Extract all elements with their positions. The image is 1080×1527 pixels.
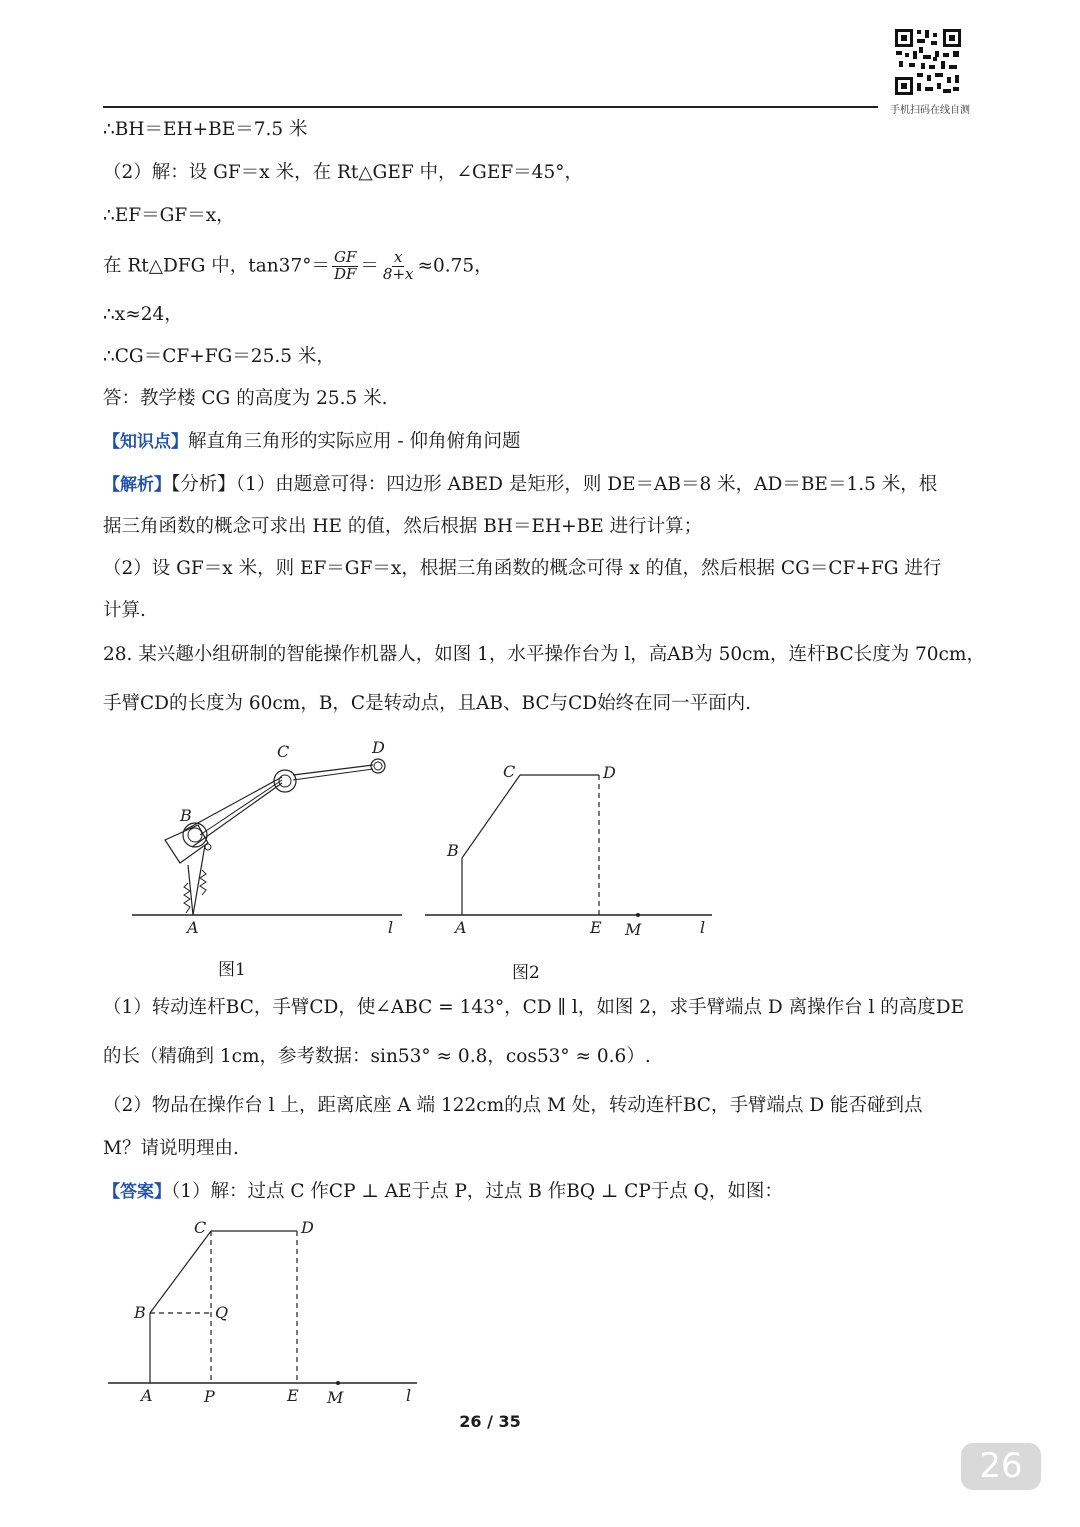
label-l: l <box>700 918 706 937</box>
text-line: （2）设 GF＝x 米，则 EF＝GF＝x，根据三角函数的概念可得 x 的值，然后根据 CG＝CF+FG 进行 <box>103 558 942 579</box>
text-line: ∴BH＝EH+BE＝7.5 米 <box>103 119 308 140</box>
text: 在 Rt△DFG 中，tan37°＝ <box>103 255 330 277</box>
text-line: （2）解：设 GF＝x 米，在 Rt△GEF 中，∠GEF＝45°， <box>103 162 583 183</box>
text-line: ∴EF＝GF＝x， <box>103 205 235 226</box>
analysis-tag: 【解析】 <box>103 475 171 495</box>
label-a: A <box>455 918 467 937</box>
label-q: Q <box>215 1303 229 1322</box>
denominator: 8+x <box>382 264 414 283</box>
text-line: 答：教学楼 CG 的高度为 25.5 米. <box>103 388 388 409</box>
label-b: B <box>180 806 192 825</box>
text-line: 据三角函数的概念可求出 HE 的值，然后根据 BH＝EH+BE 进行计算； <box>103 516 703 537</box>
qr-caption: 手机扫码在线自测 <box>890 105 970 116</box>
page-badge: 26 <box>961 1443 1041 1490</box>
label-d: D <box>603 763 616 782</box>
analysis-line <box>103 474 937 496</box>
figure-1 <box>130 735 410 945</box>
text-line-fraction <box>103 250 493 283</box>
part-1-line: （1）转动连杆BC，手臂CD，使∠ABC = 143°，CD ∥ l，如图 2，求手臂端点 D 离操作台 l 的高度DE <box>103 997 965 1018</box>
label-e: E <box>590 918 602 937</box>
fraction-x-8x <box>381 250 416 283</box>
text-line: ∴CG＝CF+FG＝25.5 米， <box>103 346 335 367</box>
text: 【分析】（1）由题意可得：四边形 ABED 是矩形，则 DE＝AB＝8 米，AD＝BE＝1.5 米，根 <box>171 474 938 495</box>
text: ＝ <box>360 255 379 277</box>
label-e: E <box>287 1386 299 1405</box>
label-c: C <box>194 1218 207 1237</box>
label-m: M <box>327 1388 344 1407</box>
text: 解直角三角形的实际应用 - 仰角俯角问题 <box>188 431 521 452</box>
part-2-line: （2）物品在操作台 l 上，距离底座 A 端 122cm的点 M 处，转动连杆BC，手臂端点 D 能否碰到点 <box>103 1095 923 1116</box>
question-28-line: 28. 某兴趣小组研制的智能操作机器人，如图 1，水平操作台为 l，高AB为 50cm，连杆BC长度为 70cm， <box>103 644 985 665</box>
header-rule <box>103 106 878 108</box>
page-number: 26 / 35 <box>459 1412 521 1431</box>
label-b: B <box>134 1303 146 1322</box>
text: ≈0.75， <box>417 255 493 277</box>
denominator: DF <box>333 264 357 283</box>
part-1-line: 的长（精确到 1cm，参考数据：sin53° ≈ 0.8，cos53° ≈ 0.6）. <box>103 1046 651 1067</box>
label-c: C <box>503 762 516 781</box>
text-line: 计算. <box>103 600 146 621</box>
knowledge-tag: 【知识点】 <box>103 432 188 452</box>
label-p: P <box>204 1387 215 1406</box>
label-l: l <box>388 918 394 937</box>
answer-line <box>103 1181 783 1203</box>
label-a: A <box>187 918 199 937</box>
figure-2-caption: 图2 <box>512 963 540 983</box>
label-a: A <box>141 1386 153 1405</box>
numerator: x <box>393 248 403 266</box>
figure-3 <box>105 1212 435 1412</box>
label-c: C <box>277 742 290 761</box>
part-2-line: M？请说明理由. <box>103 1138 239 1159</box>
label-m: M <box>625 920 642 939</box>
figure-1-caption: 图1 <box>218 960 246 980</box>
label-d: D <box>372 738 385 757</box>
question-28-line: 手臂CD的长度为 60cm，B，C是转动点，且AB、BC与CD始终在同一平面内. <box>103 693 751 714</box>
label-b: B <box>447 841 459 860</box>
text: （1）解：过点 C 作CP ⊥ AE于点 P，过点 B 作BQ ⊥ CP于点 Q，如图： <box>171 1181 783 1202</box>
text-line: ∴x≈24， <box>103 304 183 325</box>
figure-2 <box>425 758 725 948</box>
label-l: l <box>406 1386 412 1405</box>
answer-tag: 【答案】 <box>103 1182 171 1202</box>
qr-code <box>893 27 963 97</box>
label-d: D <box>301 1218 314 1237</box>
fraction-gf-df <box>332 250 358 283</box>
knowledge-line <box>103 431 521 453</box>
numerator: GF <box>333 248 357 266</box>
